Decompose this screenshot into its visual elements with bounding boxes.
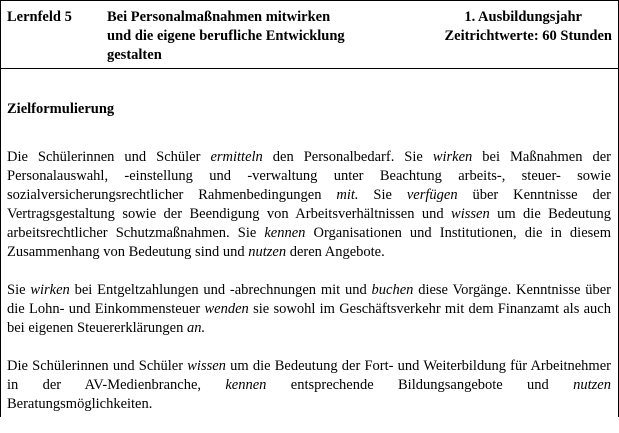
text-run: den Personalbedarf. Sie [262,149,433,165]
text-run: Die Schülerinnen und Schüler [7,149,211,165]
emphasized-verb: nutzen [573,377,611,393]
header-meta [397,8,612,46]
emphasized-verb: kennen [264,225,306,241]
emphasized-verb: an. [186,320,206,336]
lernfeld-label: Lernfeld 5 [7,9,72,25]
time-guideline: Zeitrichtwerte: 60 Stunden [444,28,612,44]
section-heading: Zielformulierung [7,101,115,117]
emphasized-verb: wissen [451,206,490,222]
text-run: Organisationen und Institutionen, die in diesem Zusammenhang von Bedeutung sind und [7,225,611,260]
emphasized-verb: wenden [204,301,249,317]
emphasized-verb: buchen [371,282,414,298]
paragraph [7,357,611,414]
text-run: Die Schülerinnen und Schüler [7,358,188,374]
paragraph [7,148,611,262]
text-run: um die Bedeutung arbeitsrechtlicher Schutzmaßnahmen. Sie [7,206,611,241]
text-run: deren Angebote. [286,244,385,260]
body-text [7,148,611,433]
emphasized-verb: nutzen [248,244,287,260]
text-run: Sie [358,187,407,203]
title-line: und die eigene berufliche Entwicklung [107,28,345,44]
text-run: um die Bedeutung der Fort- und Weiterbildung für Arbeitnehmer in der AV-Medienbranche, [7,358,611,393]
text-run: bei Maßnahmen der Personalauswahl, -einstellung und -verwaltung unter Beachtung arbeits-, steuer- sowie sozialversicherungsrechtlicher Rahmenbedingungen [7,149,611,203]
text-run: sie sowohl im Geschäftsverkehr mit dem Finanzamt als auch bei eigenen Steuererklärungen [7,301,611,336]
title-line: Bei Personalmaßnahmen mitwirken [107,9,331,25]
emphasized-verb: kennen [225,377,267,393]
paragraph [7,281,611,338]
text-run: Sie [7,282,31,298]
text-run: über Kenntnisse der Vertragsgestaltung sowie der Beendigung von Arbeitsverhältnissen und [7,187,611,222]
text-run: Beratungsmöglichkeiten. [7,396,153,412]
emphasized-verb: wirken [432,149,473,165]
lernfeld-title [107,8,397,65]
training-year: 1. Ausbildungsjahr [464,9,582,25]
emphasized-verb: ermitteln [210,149,263,165]
header-row [1,1,618,69]
text-run: diese Vorgänge. Kenntnisse über die Lohn- und Einkommensteuer [7,282,611,317]
text-run: bei Entgeltzahlungen und -abrechnungen mit und [69,282,372,298]
emphasized-verb: mit. [336,187,359,203]
emphasized-verb: wirken [30,282,70,298]
emphasized-verb: wissen [187,358,226,374]
emphasized-verb: verfügen [406,187,458,203]
title-line: gestalten [107,47,162,63]
text-run: entsprechende Bildungsangebote und [266,377,574,393]
